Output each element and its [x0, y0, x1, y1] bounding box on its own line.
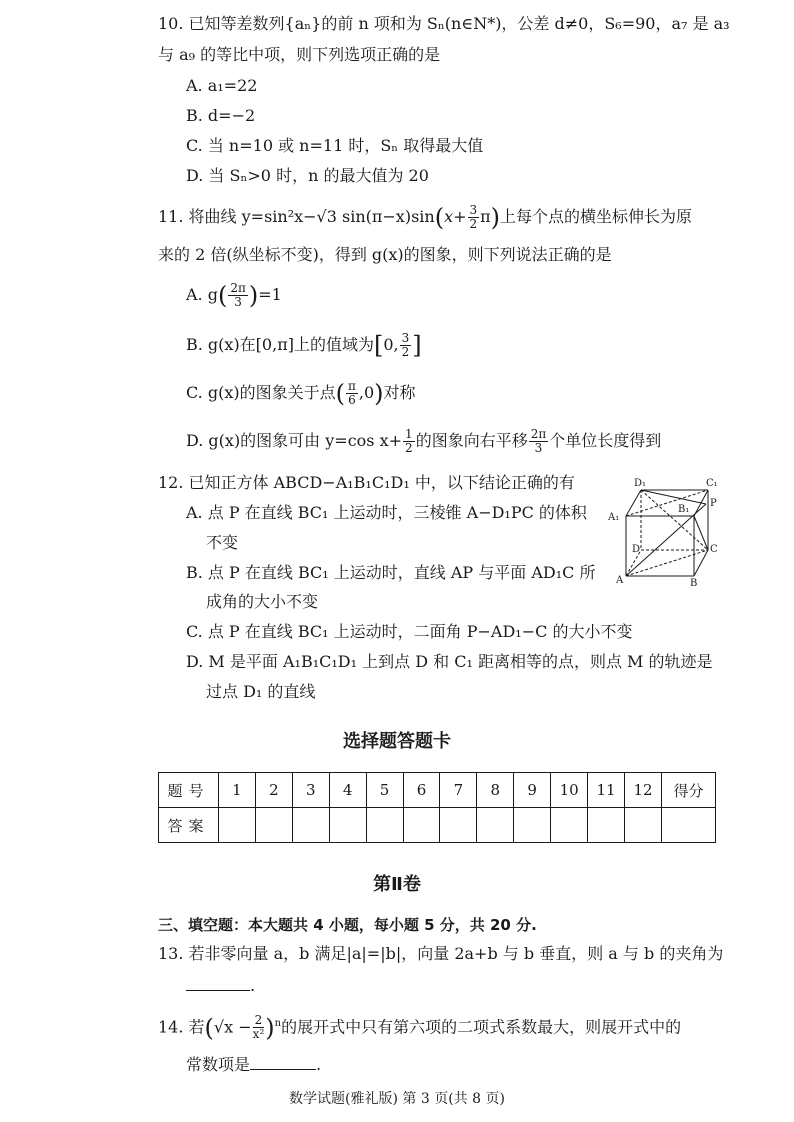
q12-option-d-line1: D. M 是平面 A₁B₁C₁D₁ 上到点 D 和 C₁ 距离相等的点，则点 M 的轨迹是 — [186, 652, 713, 671]
cube-label-D: D — [632, 544, 641, 555]
q13-stem: 13. 若非零向量 a，b 满足|a|=|b|，向量 2a+b 与 b 垂直，则 a 与 b 的夹角为 — [158, 944, 724, 963]
answer-cell[interactable] — [477, 808, 514, 843]
q14-stem-line2: 常数项是 . — [186, 1055, 322, 1074]
q11-option-c: C. g(x)的图象关于点( $\frac{\pi}{6}$ ,0)对称 — [186, 379, 416, 408]
cube-edge — [626, 490, 641, 516]
section3-heading: 三、填空题：本大题共 4 小题，每小题 5 分，共 20 分. — [158, 916, 537, 934]
answer-card-number: 1 — [219, 773, 256, 808]
answer-card-title: 选择题答题卡 — [343, 731, 451, 752]
answer-card-table — [158, 772, 716, 843]
q11-option-d: D. g(x)的图象可由 y=cos x+ $\frac{1}{2}$ 的图象向右平移 $\frac{2\pi}{3}$ 个单位长度得到 — [186, 427, 662, 455]
answer-card-answer-row — [159, 808, 716, 843]
answer-card-answer-label: 答案 — [159, 808, 219, 843]
answer-cell[interactable] — [440, 808, 477, 843]
q13-answer-blank[interactable] — [186, 975, 250, 991]
page-footer: 数学试题(雅礼版) 第 3 页(共 8 页) — [289, 1091, 505, 1107]
cube-figure — [606, 476, 722, 588]
q11-option-b: B. g(x)在[0,π]上的值域为[0, $\frac{3}{2}$ ] — [186, 331, 422, 360]
cube-hidden-edge — [641, 490, 708, 550]
cube-label-A: A — [616, 575, 624, 586]
q12-option-c: C. 点 P 在直线 BC₁ 上运动时，二面角 P−AD₁−C 的大小不变 — [186, 622, 633, 641]
q12-stem: 12. 已知正方体 ABCD−A₁B₁C₁D₁ 中，以下结论正确的有 — [158, 473, 575, 492]
part2-title: 第Ⅱ卷 — [373, 874, 421, 895]
q14-stem-line1: 14. 若(√x − $\frac{2}{\text{x²}}$ )$^n$的展开式中只有第六项的二项式系数最大，则展开式中的 — [158, 1013, 682, 1042]
answer-card-number: 8 — [477, 773, 514, 808]
answer-card-header-row — [159, 773, 716, 808]
q13-answer-line: . — [186, 975, 255, 996]
answer-cell[interactable] — [366, 808, 403, 843]
q10-option-b: B. d=−2 — [186, 106, 256, 125]
q12-option-a-line1: A. 点 P 在直线 BC₁ 上运动时，三棱锥 A−D₁PC 的体积 — [186, 503, 587, 522]
answer-cell[interactable] — [292, 808, 329, 843]
cube-label-C1: C₁ — [706, 478, 718, 489]
answer-card-number: 5 — [366, 773, 403, 808]
answer-card-row-label: 题号 — [159, 773, 219, 808]
cube-label-B1: B₁ — [678, 504, 690, 515]
q12-option-b-line1: B. 点 P 在直线 BC₁ 上运动时，直线 AP 与平面 AD₁C 所 — [186, 563, 596, 582]
answer-card-number: 12 — [624, 773, 661, 808]
cube-label-A1: A₁ — [608, 512, 620, 523]
cube-label-C: C — [710, 544, 718, 555]
answer-card-score-label: 得分 — [662, 773, 716, 808]
cube-label-D1: D₁ — [634, 478, 647, 489]
answer-cell[interactable] — [329, 808, 366, 843]
cube-edge — [694, 550, 708, 576]
q10-option-d: D. 当 Sₙ>0 时，n 的最大值为 20 — [186, 166, 429, 185]
q10-option-a: A. a₁=22 — [186, 76, 258, 95]
answer-card-number: 6 — [403, 773, 440, 808]
answer-card-number: 10 — [551, 773, 588, 808]
cube-label-B: B — [690, 578, 698, 588]
cube-segment — [694, 516, 708, 550]
answer-cell[interactable] — [403, 808, 440, 843]
q10-stem-line2: 与 a₉ 的等比中项，则下列选项正确的是 — [158, 45, 441, 64]
score-cell[interactable] — [662, 808, 716, 843]
q14-answer-blank[interactable] — [250, 1054, 316, 1070]
answer-card-number: 4 — [329, 773, 366, 808]
answer-card-number: 7 — [440, 773, 477, 808]
q12-option-a-line2: 不变 — [206, 533, 239, 552]
answer-card-number: 3 — [292, 773, 329, 808]
q12-option-d-line2: 过点 D₁ 的直线 — [206, 682, 316, 701]
cube-segment — [641, 490, 706, 504]
answer-cell[interactable] — [551, 808, 588, 843]
answer-card-number: 9 — [514, 773, 551, 808]
q11-stem-line2: 来的 2 倍(纵坐标不变)，得到 g(x)的图象，则下列说法正确的是 — [158, 245, 612, 264]
cube-label-P: P — [710, 498, 717, 509]
answer-cell[interactable] — [624, 808, 661, 843]
answer-cell[interactable] — [219, 808, 256, 843]
q10-stem-line1: 10. 已知等差数列{aₙ}的前 n 项和为 Sₙ(n∈N*)，公差 d≠0，S₆=90，a₇ 是 a₃ — [158, 14, 730, 33]
answer-card-number: 2 — [255, 773, 292, 808]
answer-cell[interactable] — [255, 808, 292, 843]
answer-card-number: 11 — [588, 773, 625, 808]
q11-option-a: A. g( $\frac{2\pi}{3}$ )=1 — [186, 281, 282, 310]
q12-option-b-line2: 成角的大小不变 — [206, 592, 319, 611]
answer-cell[interactable] — [514, 808, 551, 843]
answer-cell[interactable] — [588, 808, 625, 843]
q10-option-c: C. 当 n=10 或 n=11 时，Sₙ 取得最大值 — [186, 136, 484, 155]
q11-stem-line1: 11. 将曲线 y=sin²x−√3 sin(π−x)sin(x+ $\frac{3}{2}$ π)上每个点的横坐标伸长为原 — [158, 203, 693, 232]
